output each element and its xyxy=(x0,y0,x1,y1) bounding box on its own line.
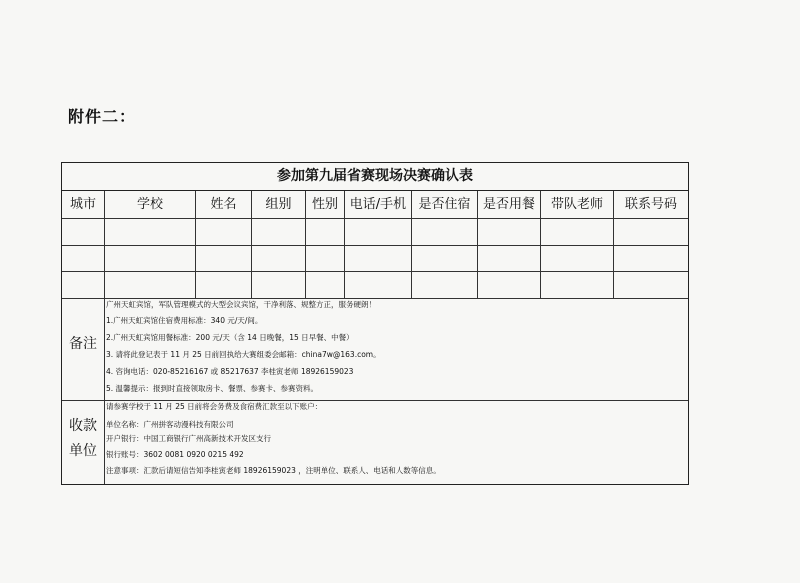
row-divider xyxy=(62,271,688,272)
header-gender: 性别 xyxy=(311,197,338,212)
col-divider xyxy=(104,191,105,299)
col-divider xyxy=(411,191,412,299)
remarks-line: 2.广州天虹宾馆用餐标准：200 元/天（含 14 日晚餐，15 日早餐、中餐） xyxy=(106,333,354,342)
row-divider xyxy=(62,298,688,299)
payment-line: 开户银行：中国工商银行广州高新技术开发区支行 xyxy=(106,434,271,443)
payment-line: 银行账号：3602 0081 0920 0215 492 xyxy=(106,450,244,459)
header-phone: 电话/手机 xyxy=(349,197,407,212)
remarks-line: 4. 咨询电话：020-85216167 或 85217637 李桂寅老师 18926159023 xyxy=(106,367,354,376)
col-divider xyxy=(477,191,478,299)
header-contact-number: 联系号码 xyxy=(624,197,677,212)
header-meal: 是否用餐 xyxy=(482,197,535,212)
col-divider xyxy=(613,191,614,299)
remarks-line: 3. 请将此登记表于 11 月 25 日前回执给大赛组委会邮箱：china7w@163.com。 xyxy=(106,350,381,359)
confirmation-form xyxy=(61,162,689,485)
col-divider xyxy=(344,191,345,299)
row-divider xyxy=(62,245,688,246)
payment-line: 注意事项：汇款后请短信告知李桂寅老师 18926159023 ，注明单位、联系人、电话和人数等信息。 xyxy=(106,466,441,475)
remarks-label: 备注 xyxy=(69,336,97,352)
header-name: 姓名 xyxy=(210,197,237,212)
attachment-label: 附件二： xyxy=(68,107,137,126)
col-divider xyxy=(540,191,541,299)
payment-line: 单位名称：广州拼客动漫科技有限公司 xyxy=(106,420,234,429)
remarks-line: 5. 温馨提示：报到时直接领取房卡、餐票、参赛卡、参赛资料。 xyxy=(106,384,319,393)
remarks-line: 广州天虹宾馆，军队管理模式的大型会议宾馆，干净利落、规整方正，服务硬朗！ xyxy=(106,300,376,309)
remarks-line: 1.广州天虹宾馆住宿费用标准：340 元/天/间。 xyxy=(106,316,263,325)
row-divider xyxy=(62,218,688,219)
col-divider xyxy=(305,191,306,299)
header-school: 学校 xyxy=(136,197,163,212)
payment-label-line1: 收款 xyxy=(69,418,97,434)
row-divider xyxy=(62,400,688,401)
payment-label-line2: 单位 xyxy=(69,443,97,459)
header-group: 组别 xyxy=(265,197,292,212)
header-lodging: 是否住宿 xyxy=(418,197,471,212)
col-divider xyxy=(195,191,196,299)
header-lead-teacher: 带队老师 xyxy=(550,197,603,212)
payment-line: 请参赛学校于 11 月 25 日前将会务费及食宿费汇款至以下账户： xyxy=(106,402,323,411)
header-city: 城市 xyxy=(69,197,96,212)
form-title: 参加第九届省赛现场决赛确认表 xyxy=(62,163,688,191)
label-col-divider xyxy=(104,298,105,484)
col-divider xyxy=(251,191,252,299)
